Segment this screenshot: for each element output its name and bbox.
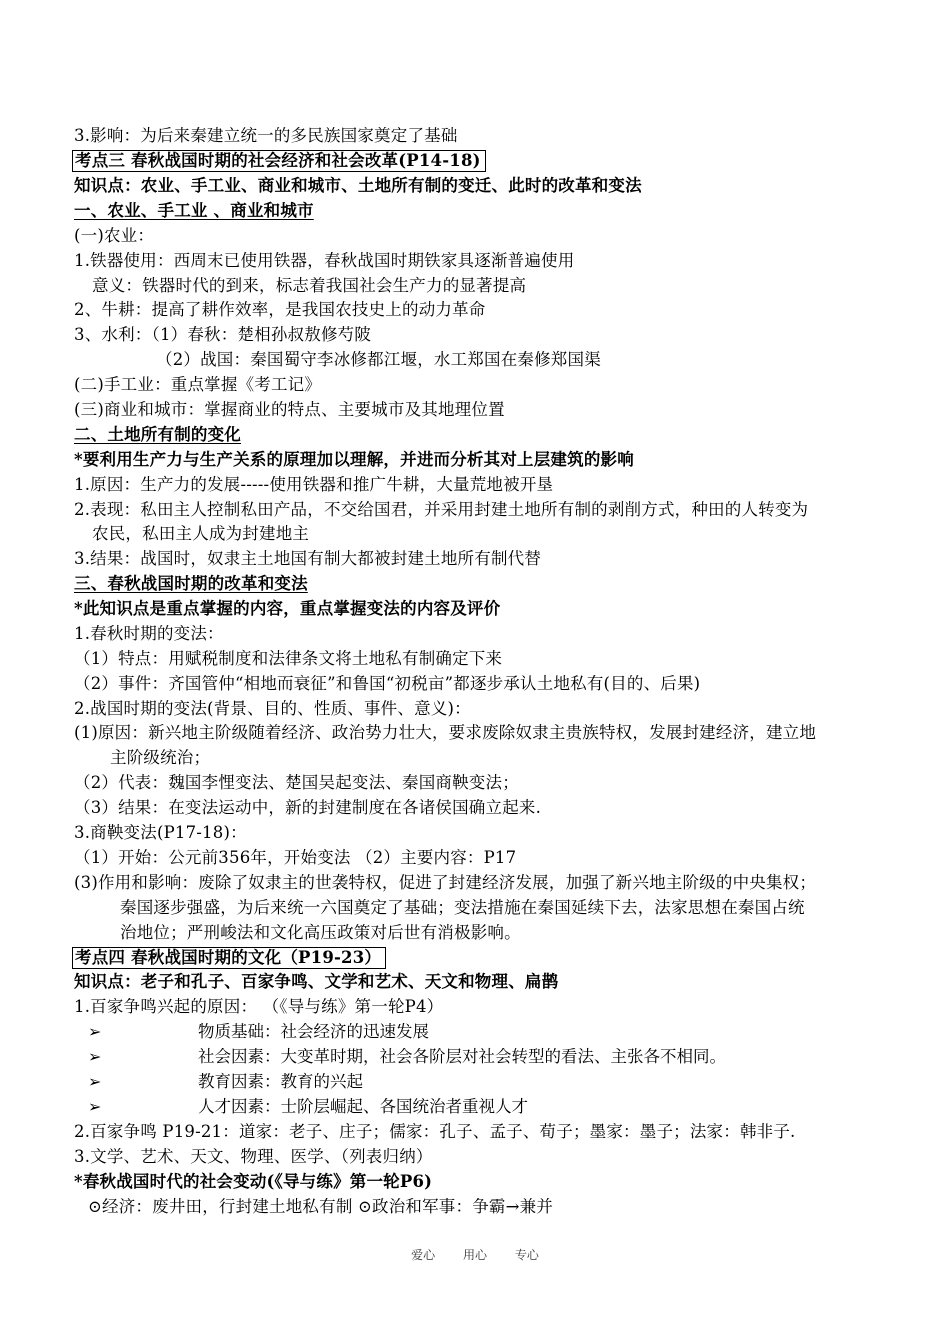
text-line: （3）结果：在变法运动中，新的封建制度在各诸侯国确立起来. [74,798,542,817]
bullet-text: 社会因素：大变革时期，社会各阶层对社会转型的看法、主张各不相同。 [198,1047,726,1066]
bullet-text: 教育因素：教育的兴起 [198,1072,363,1091]
bullet-text: 物质基础：社会经济的迅速发展 [198,1022,429,1041]
text-line: 3、水利：（1）春秋：楚相孙叔敖修芍陂 [74,325,372,344]
bullet-item [0,1045,950,1069]
bullet-arrow-icon: ➢ [88,1022,102,1041]
bullet-arrow-icon: ➢ [88,1047,102,1066]
section-heading: 三、春秋战国时期的改革和变法 [74,574,308,593]
bullet-arrow-icon: ➢ [88,1072,102,1091]
text-line: 3.结果：战国时，奴隶主土地国有制大都被封建土地所有制代替 [74,549,542,568]
knowledge-points: 知识点：农业、手工业、商业和城市、土地所有制的变迁、此时的改革和变法 [74,176,642,195]
text-line: 2、牛耕：提高了耕作效率，是我国农技史上的动力革命 [74,300,486,319]
text-line: 意义：铁器时代的到来，标志着我国社会生产力的显著提高 [92,276,527,295]
text-line: (二)手工业：重点掌握《考工记》 [74,375,322,394]
section-heading: 一、农业、手工业 、商业和城市 [74,201,314,220]
page-footer [0,1247,950,1263]
text-line: （2）事件：齐国管仲“相地而衰征”和鲁国“初税亩”都逐步承认土地私有(目的、后果) [74,674,701,693]
text-line: 1.春秋时期的变法： [74,624,224,643]
text-line: 2.战国时期的变法(背景、目的、性质、事件、意义)： [74,699,471,718]
section-heading: 二、土地所有制的变化 [74,425,241,444]
bullet-item [0,1095,950,1119]
bullet-item [0,1020,950,1044]
text-line: (3)作用和影响：废除了奴隶主的世袭特权，促进了封建经济发展，加强了新兴地主阶级的中央集权； [74,873,817,892]
section-header-kaodian-3: 考点三 春秋战国时期的社会经济和社会改革(P14-18) [72,150,486,172]
emphasis-note: *要利用生产力与生产关系的原理加以理解，并进而分析其对上层建筑的影响 [74,450,634,469]
section-header-kaodian-4: 考点四 春秋战国时期的文化（P19-23） [72,947,386,969]
text-line: 3.影响：为后来秦建立统一的多民族国家奠定了基础 [74,126,458,145]
text-line: 1.原因：生产力的发展-----使用铁器和推广牛耕，大量荒地被开垦 [74,475,554,494]
text-line: ⊙经济：废井田，行封建土地私有制 ⊙政治和军事：争霸→兼并 [88,1197,554,1216]
text-line: 秦国逐步强盛，为后来统一六国奠定了基础；变法措施在秦国延续下去，法家思想在秦国占统 [120,898,805,917]
footer-word: 爱心 [411,1248,436,1262]
text-line: （1）特点：用赋税制度和法律条文将土地私有制确定下来 [74,649,503,668]
text-line: （1）开始：公元前356年，开始变法 （2）主要内容：P17 [74,848,517,867]
text-line: 3.文学、艺术、天文、物理、医学、（列表归纳） [74,1147,433,1166]
text-line: 2.百家争鸣 P19-21：道家：老子、庄子；儒家：孔子、孟子、荀子；墨家：墨子；法家：韩非子. [74,1122,796,1141]
text-line: 2.表现：私田主人控制私田产品，不交给国君，并采用封建土地所有制的剥削方式，种田的人转变为 [74,500,809,519]
text-line: 主阶级统治； [110,748,211,767]
footer-word: 用心 [462,1248,487,1262]
emphasis-note: *此知识点是重点掌握的内容，重点掌握变法的内容及评价 [74,599,501,618]
bullet-arrow-icon: ➢ [88,1097,102,1116]
text-line: (一)农业： [74,226,155,245]
emphasis-note: *春秋战国时代的社会变动(《导与练》第一轮P6) [74,1172,433,1191]
text-line: 农民，私田主人成为封建地主 [92,524,310,543]
text-line: (1)原因：新兴地主阶级随着经济、政治势力壮大，要求废除奴隶主贵族特权，发展封建经济，建立地 [74,723,817,742]
text-line: 治地位；严刑峻法和文化高压政策对后世有消极影响。 [120,923,521,942]
bullet-text: 人才因素：士阶层崛起、各国统治者重视人才 [198,1097,528,1116]
knowledge-points: 知识点：老子和孔子、百家争鸣、文学和艺术、天文和物理、扁鹊 [74,972,559,991]
text-line: （2）代表：魏国李悝变法、楚国吴起变法、秦国商鞅变法； [74,773,519,792]
text-line: （2）战国：秦国蜀守李冰修都江堰，水工郑国在秦修郑国渠 [156,350,601,369]
bullet-item [0,1070,950,1094]
text-line: 1.百家争鸣兴起的原因： （《导与练》第一轮P4） [74,997,444,1016]
text-line: (三)商业和城市：掌握商业的特点、主要城市及其地理位置 [74,400,505,419]
text-line: 3.商鞅变法(P17-18)： [74,823,247,842]
text-line: 1.铁器使用：西周末已使用铁器，春秋战国时期铁家具逐渐普遍使用 [74,251,575,270]
footer-word: 专心 [514,1248,539,1262]
